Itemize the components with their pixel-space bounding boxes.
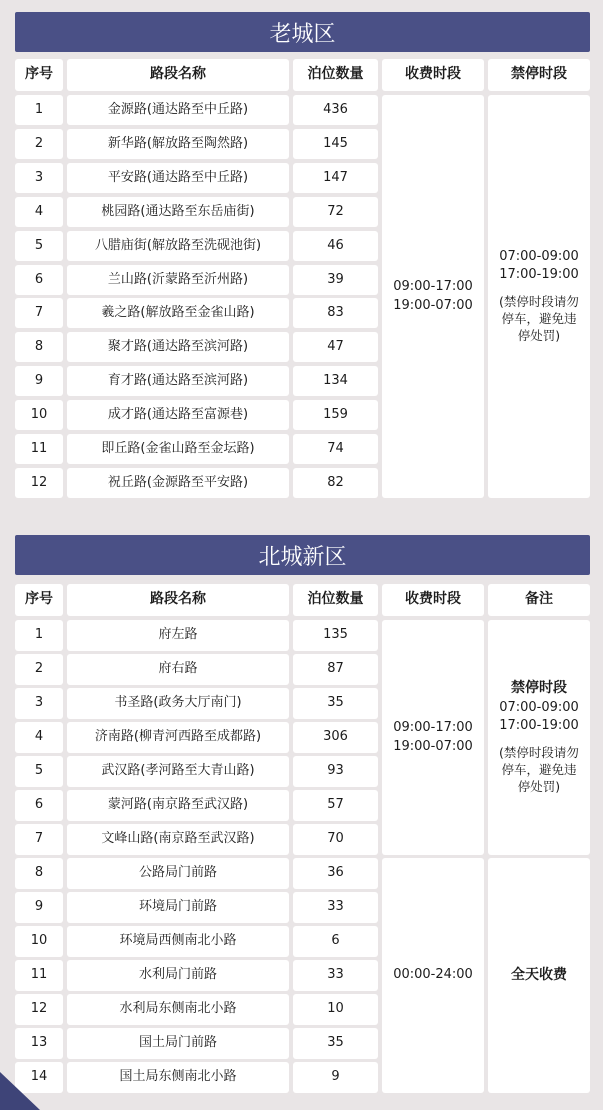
fee-time-line: 19:00-07:00 [393, 297, 473, 313]
parking-spaces: 93 [293, 756, 378, 787]
row-number: 8 [15, 332, 63, 362]
fee-time-cell [382, 95, 484, 498]
road-name: 水利局东侧南北小路 [67, 994, 289, 1025]
parking-spaces: 135 [293, 620, 378, 651]
decorative-corner [0, 1072, 40, 1110]
no-parking-time-line: 17:00-19:00 [499, 717, 579, 733]
no-parking-note-line: (禁停时段请勿 [499, 294, 579, 310]
remark-cell: 全天收费 [488, 858, 590, 1093]
road-name: 羲之路(解放路至金雀山路) [67, 298, 289, 328]
section-title-north-new: 北城新区 [15, 535, 590, 575]
parking-spaces: 87 [293, 654, 378, 685]
row-number: 7 [15, 824, 63, 855]
parking-spaces: 39 [293, 265, 378, 295]
no-parking-note-line: 停处罚) [517, 778, 561, 794]
remark-cell [488, 620, 590, 855]
parking-spaces: 72 [293, 197, 378, 227]
row-number: 10 [15, 926, 63, 957]
road-name: 环境局西侧南北小路 [67, 926, 289, 957]
fee-time-line: 19:00-07:00 [393, 738, 473, 754]
row-number: 6 [15, 790, 63, 821]
parking-spaces: 35 [293, 1028, 378, 1059]
no-parking-note-line: 停车，避免违 [501, 762, 577, 778]
col-header-spaces: 泊位数量 [293, 59, 378, 91]
row-number: 2 [15, 129, 63, 159]
row-number: 10 [15, 400, 63, 430]
parking-spaces: 147 [293, 163, 378, 193]
road-name: 育才路(通达路至滨河路) [67, 366, 289, 396]
road-name: 环境局门前路 [67, 892, 289, 923]
row-number: 3 [15, 163, 63, 193]
parking-spaces: 159 [293, 400, 378, 430]
parking-spaces: 83 [293, 298, 378, 328]
parking-spaces: 47 [293, 332, 378, 362]
col-header-spaces: 泊位数量 [293, 584, 378, 616]
road-name: 聚才路(通达路至滨河路) [67, 332, 289, 362]
road-name: 国土局东侧南北小路 [67, 1062, 289, 1093]
no-parking-cell [488, 95, 590, 498]
road-name: 八腊庙街(解放路至洗砚池街) [67, 231, 289, 261]
parking-spaces: 70 [293, 824, 378, 855]
fee-time-line: 09:00-17:00 [393, 720, 473, 736]
no-parking-time-line: 07:00-09:00 [499, 249, 579, 264]
col-header-fee-time: 收费时段 [382, 584, 484, 616]
row-number: 2 [15, 654, 63, 685]
no-parking-note-line: 停车，避免违 [501, 311, 577, 327]
road-name: 武汉路(孝河路至大青山路) [67, 756, 289, 787]
row-number: 3 [15, 688, 63, 719]
col-header-extra: 备注 [488, 584, 590, 616]
parking-spaces: 33 [293, 892, 378, 923]
col-header-fee-time: 收费时段 [382, 59, 484, 91]
road-name: 成才路(通达路至富源巷) [67, 400, 289, 430]
road-name: 新华路(解放路至陶然路) [67, 129, 289, 159]
road-name: 蒙河路(南京路至武汉路) [67, 790, 289, 821]
row-number: 5 [15, 231, 63, 261]
road-name: 府右路 [67, 654, 289, 685]
road-name: 金源路(通达路至中丘路) [67, 95, 289, 125]
row-number: 8 [15, 858, 63, 889]
section-title-old-town: 老城区 [15, 12, 590, 52]
road-name: 祝丘路(金源路至平安路) [67, 468, 289, 498]
road-name: 国土局门前路 [67, 1028, 289, 1059]
road-name: 济南路(柳青河西路至成都路) [67, 722, 289, 753]
parking-spaces: 33 [293, 960, 378, 991]
no-parking-note-line: (禁停时段请勿 [499, 745, 579, 761]
parking-spaces: 46 [293, 231, 378, 261]
col-header-extra: 禁停时段 [488, 59, 590, 91]
parking-spaces: 36 [293, 858, 378, 889]
road-name: 文峰山路(南京路至武汉路) [67, 824, 289, 855]
parking-spaces: 35 [293, 688, 378, 719]
row-number: 5 [15, 756, 63, 787]
road-name: 桃园路(通达路至东岳庙街) [67, 197, 289, 227]
road-name: 府左路 [67, 620, 289, 651]
row-number: 12 [15, 468, 63, 498]
row-number: 4 [15, 722, 63, 753]
row-number: 13 [15, 1028, 63, 1059]
parking-spaces: 306 [293, 722, 378, 753]
remark-title: 禁停时段 [511, 680, 567, 697]
parking-spaces: 74 [293, 434, 378, 464]
row-number: 11 [15, 434, 63, 464]
road-name: 公路局门前路 [67, 858, 289, 889]
road-name: 平安路(通达路至中丘路) [67, 163, 289, 193]
parking-spaces: 6 [293, 926, 378, 957]
row-number: 4 [15, 197, 63, 227]
road-name: 书圣路(政务大厅南门) [67, 688, 289, 719]
parking-spaces: 57 [293, 790, 378, 821]
row-number: 6 [15, 265, 63, 295]
col-header-no: 序号 [15, 584, 63, 616]
parking-spaces: 9 [293, 1062, 378, 1093]
row-number: 14 [15, 1062, 63, 1093]
parking-spaces: 145 [293, 129, 378, 159]
row-number: 9 [15, 366, 63, 396]
parking-spaces: 82 [293, 468, 378, 498]
row-number: 1 [15, 95, 63, 125]
no-parking-note-line: 停处罚) [517, 328, 561, 344]
no-parking-time-line: 17:00-19:00 [499, 267, 579, 283]
parking-spaces: 10 [293, 994, 378, 1025]
no-parking-note [499, 294, 579, 345]
row-number: 11 [15, 960, 63, 991]
no-parking-note [499, 745, 579, 796]
parking-spaces: 134 [293, 366, 378, 396]
road-name: 即丘路(金雀山路至金坛路) [67, 434, 289, 464]
row-number: 9 [15, 892, 63, 923]
fee-time-line: 09:00-17:00 [393, 279, 473, 295]
no-parking-time-line: 07:00-09:00 [499, 699, 579, 715]
col-header-road: 路段名称 [67, 584, 289, 616]
row-number: 7 [15, 298, 63, 328]
col-header-road: 路段名称 [67, 59, 289, 91]
row-number: 12 [15, 994, 63, 1025]
fee-time-cell: 00:00-24:00 [382, 858, 484, 1093]
parking-spaces: 436 [293, 95, 378, 125]
fee-time-cell [382, 620, 484, 855]
col-header-no: 序号 [15, 59, 63, 91]
row-number: 1 [15, 620, 63, 651]
road-name: 兰山路(沂蒙路至沂州路) [67, 265, 289, 295]
road-name: 水利局门前路 [67, 960, 289, 991]
